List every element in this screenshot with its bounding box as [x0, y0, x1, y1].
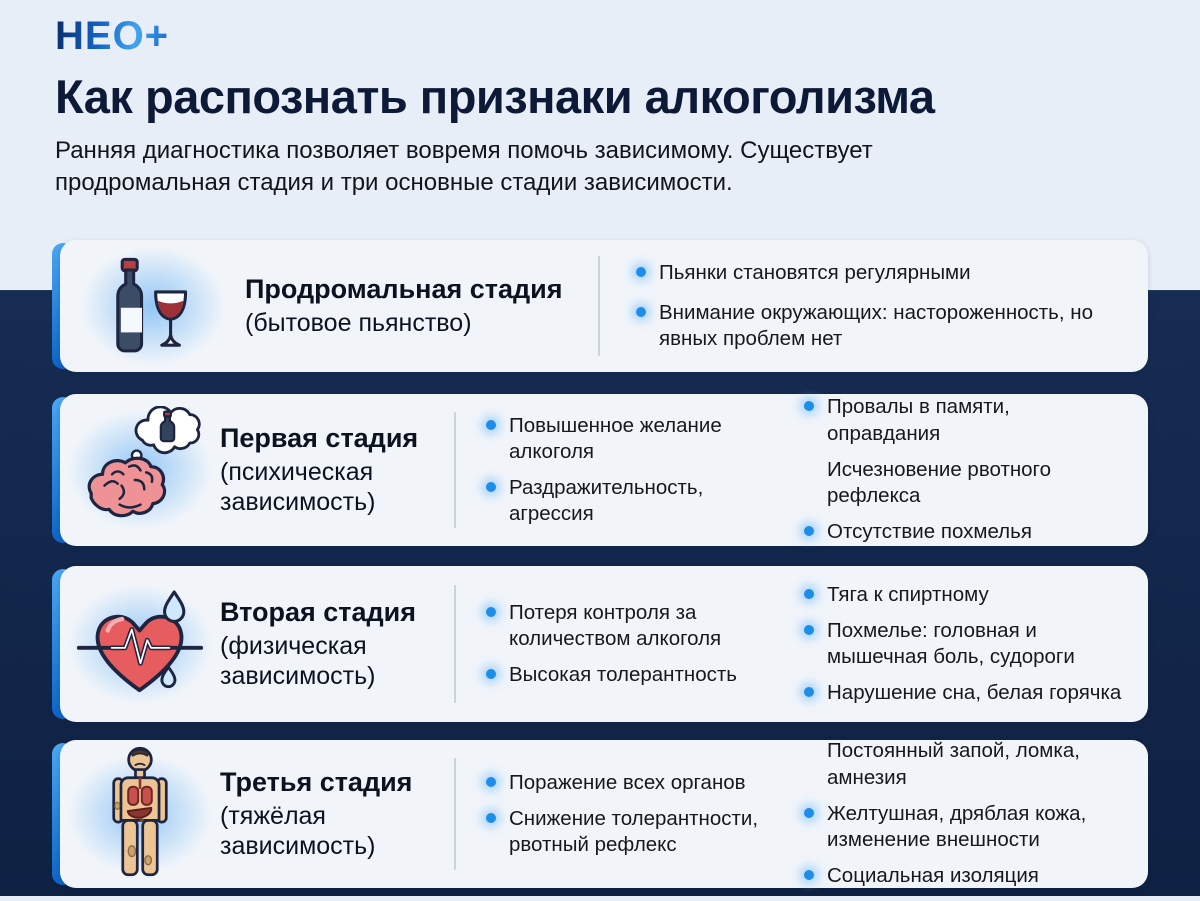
list-item-text: Пьянки становятся регулярными [659, 260, 971, 284]
list-item-text: Тяга к спиртному [827, 582, 989, 606]
list-item [486, 413, 768, 465]
card-title: Третья стадия [220, 767, 413, 798]
list-item [804, 801, 1124, 853]
bullet-dot [486, 669, 496, 679]
list-item-text: Раздражительность, агрессия [509, 476, 704, 526]
neo-plus-logo: НЕО+ [55, 14, 170, 58]
card-body [60, 240, 1148, 372]
icon-cell [60, 582, 220, 706]
list-item-text: Повышенное желание алкоголя [509, 413, 722, 463]
card-first-stage [52, 394, 1148, 546]
icon-glow [78, 244, 228, 368]
icon-glow [65, 408, 215, 532]
list-item [486, 600, 768, 652]
bullet-column [778, 727, 1148, 900]
card-subtitle: (тяжёлая зависимость) [220, 801, 376, 861]
icon-glow [65, 752, 215, 876]
bullet-column [778, 571, 1148, 718]
stage-cards [52, 240, 1148, 888]
list-item-text: Внимание окружающих: настороженность, но явных проблем нет [659, 300, 1093, 351]
bullet-dot [804, 870, 814, 880]
page-subtitle-line2: продромальная стадия и три основные стадии зависимости. [55, 169, 733, 197]
list-item-text: Потеря контроля за количеством алкоголя [509, 600, 722, 650]
list-item-text: Социальная изоляция [827, 864, 1039, 888]
card-subtitle: (психическая зависимость) [220, 457, 376, 517]
card-body [60, 566, 1148, 722]
bullet-dot [486, 813, 496, 823]
list-item [804, 582, 1124, 608]
title-cell [245, 273, 598, 338]
list-item-text: Провалы в памяти, оправдания [827, 395, 1010, 445]
list-item [804, 394, 1124, 446]
bullet-dot [804, 526, 814, 536]
list-item-text: Исчезновение рвотного рефлекса [827, 457, 1051, 508]
card-body [60, 394, 1148, 546]
bullet-dot [804, 589, 814, 599]
card-title: Вторая стадия [220, 597, 417, 628]
bullet-column [600, 247, 1148, 366]
list-item [636, 260, 1128, 286]
card-body [60, 740, 1148, 888]
bullet-dot [804, 401, 814, 411]
card-subtitle: (физическая зависимость) [220, 631, 376, 691]
list-item [804, 457, 1124, 509]
list-item-text: Отсутствие похмелья [827, 520, 1032, 544]
list-item [486, 475, 768, 527]
bullet-dot [636, 307, 646, 317]
page-header [55, 14, 1155, 199]
card-title: Первая стадия [220, 423, 419, 454]
title-cell [220, 596, 454, 692]
list-item [804, 519, 1124, 545]
bullet-dot [486, 420, 496, 430]
page-subtitle [55, 135, 1155, 198]
title-cell [220, 422, 454, 518]
bullet-column [456, 402, 778, 539]
icon-cell [60, 408, 220, 532]
bullet-dot [486, 482, 496, 492]
list-item-text: Поражение всех органов [509, 770, 746, 794]
body-organs-icon [90, 746, 190, 882]
icon-cell [60, 752, 220, 876]
bullet-column [456, 759, 778, 870]
list-item-text: Снижение толерантности, рвотный рефлекс [509, 806, 759, 857]
bullet-dot [804, 625, 814, 635]
list-item [804, 680, 1124, 706]
icon-glow [65, 582, 215, 706]
list-item-text: Похмелье: головная и мышечная боль, судороги [827, 618, 1075, 668]
card-second-stage [52, 566, 1148, 722]
bullet-dot [636, 267, 646, 277]
list-item-text: Желтушная, дряблая кожа, изменение внешности [827, 801, 1087, 852]
heart-ecg-icon [75, 586, 205, 702]
list-item [804, 618, 1124, 670]
list-item [636, 300, 1128, 352]
card-subtitle: (бытовое пьянство) [245, 309, 472, 338]
bullet-column [778, 383, 1148, 556]
bullet-dot [804, 808, 814, 818]
bullet-dot [486, 777, 496, 787]
icon-cell [60, 244, 245, 368]
list-item [804, 863, 1124, 889]
list-item-text: Высокая толерантность [509, 663, 737, 687]
page-subtitle-line1: Ранняя диагностика позволяет вовремя помочь зависимому. Существует [55, 137, 873, 165]
card-third-stage [52, 740, 1148, 888]
list-item [486, 806, 768, 858]
list-item [486, 770, 768, 796]
bullet-column [456, 589, 778, 700]
card-title: Продромальная стадия [245, 274, 563, 305]
bullet-dot [804, 687, 814, 697]
title-cell [220, 766, 454, 862]
list-item-text: Нарушение сна, белая горячка [827, 681, 1122, 705]
list-item [486, 662, 768, 688]
card-prodromal-stage [52, 240, 1148, 372]
list-item [804, 738, 1124, 790]
brain-craving-icon [76, 406, 204, 534]
wine-bottle-and-glass-icon [87, 250, 219, 362]
list-item-text: Постоянный запой, ломка, амнезия [827, 739, 1080, 789]
page-title: Как распознать признаки алкоголизма [55, 70, 935, 123]
bullet-dot [486, 607, 496, 617]
